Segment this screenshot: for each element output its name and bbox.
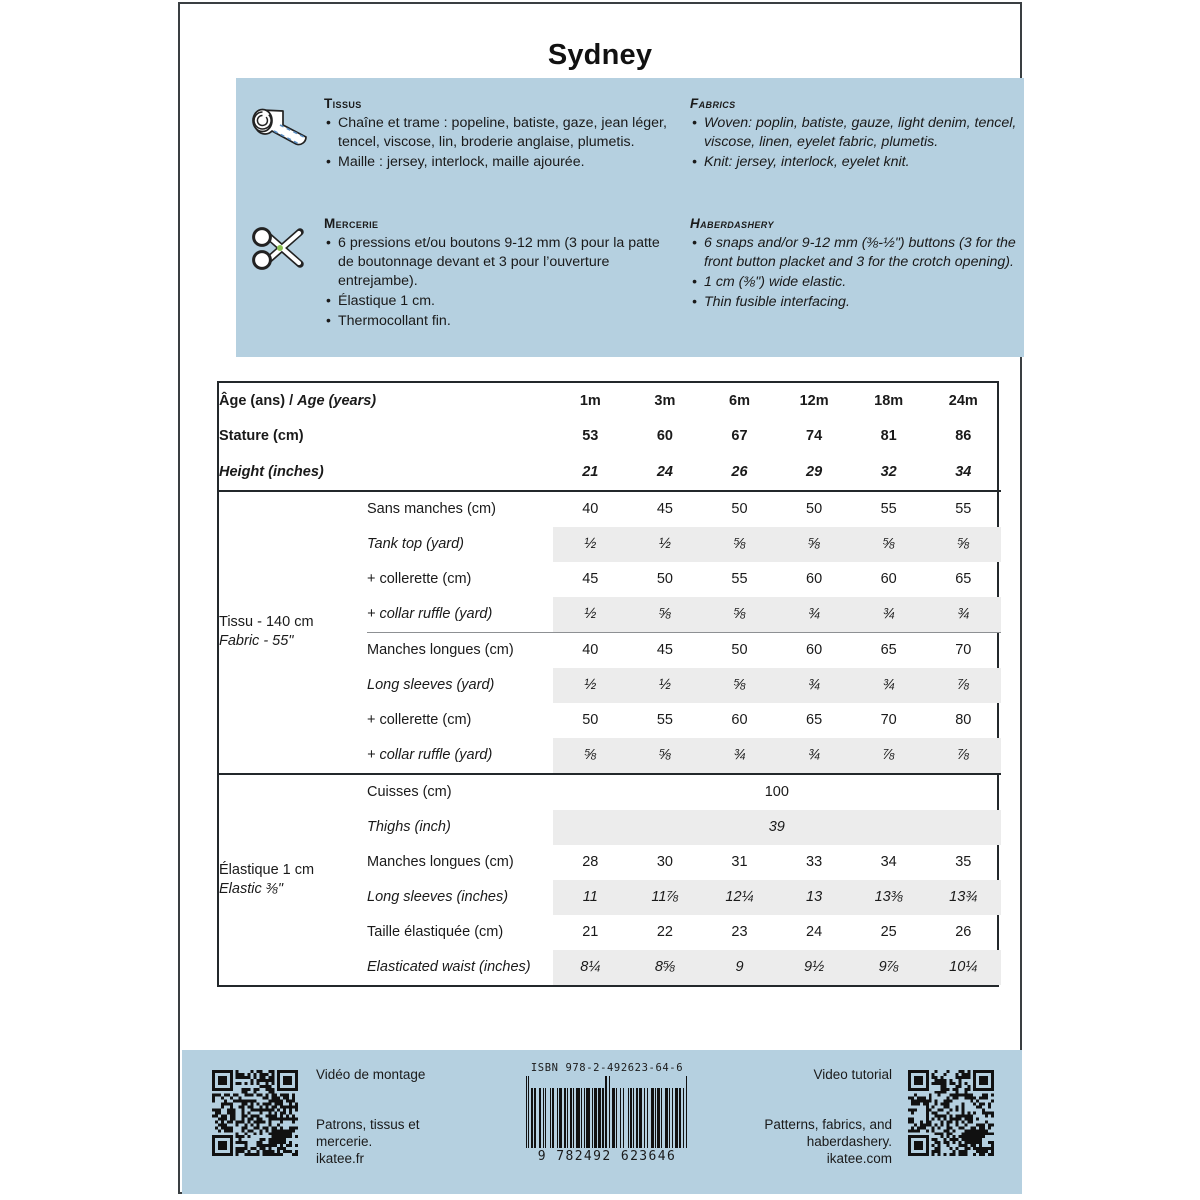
table-cell-value: 40 xyxy=(582,642,599,658)
table-cell-value: 65 xyxy=(955,571,972,587)
table-cell-value: ⅞ xyxy=(851,738,926,774)
table-header-value: 29 xyxy=(806,463,823,480)
table-row-label: Long sleeves (yard) xyxy=(367,668,553,703)
fabrics-fr-list xyxy=(324,114,672,172)
table-cell-value: ⅞ xyxy=(926,668,1001,703)
table-cell-value: ⅝ xyxy=(553,738,628,774)
table-cell-value: ¾ xyxy=(777,597,852,633)
table-section-label-fr: Tissu - 140 cm xyxy=(219,614,314,630)
table-header-value: 21 xyxy=(582,463,599,480)
table-cell-value: 26 xyxy=(955,924,972,940)
sizing-table xyxy=(217,381,999,987)
table-cell-value: 70 xyxy=(955,642,972,658)
qr-code-video-en[interactable] xyxy=(908,1070,994,1156)
shop-info-en-line2: haberdashery. xyxy=(806,1134,892,1149)
table-section-label xyxy=(219,491,367,774)
table-header-value: 12m xyxy=(799,392,829,409)
table-cell-value: 13¾ xyxy=(926,880,1001,915)
table-cell-value: ¾ xyxy=(851,668,926,703)
table-cell-value: ½ xyxy=(628,527,703,562)
notions-fr-list xyxy=(324,234,672,331)
fabrics-fr xyxy=(324,96,682,173)
table-header-value: 67 xyxy=(731,428,748,445)
table-cell-value: 11 xyxy=(553,880,628,915)
table-cell-value: 33 xyxy=(806,854,823,870)
table-header-value: 24m xyxy=(948,392,978,409)
table-cell-value: 30 xyxy=(656,854,673,870)
sizing-table-grid xyxy=(219,383,1001,985)
table-cell-value: 50 xyxy=(731,642,748,658)
table-cell-value: 70 xyxy=(880,712,897,728)
pattern-back-cover xyxy=(178,2,1022,1194)
scissors-icon xyxy=(236,216,324,332)
table-cell-value: 9 xyxy=(702,950,777,985)
table-cell-value: 8⅝ xyxy=(628,950,703,985)
table-row-label: Cuisses (cm) xyxy=(367,774,553,810)
table-header-value: 18m xyxy=(874,392,904,409)
barcode-bars xyxy=(522,1076,692,1148)
table-header-value: 6m xyxy=(729,392,750,409)
table-row-label: Taille élastiquée (cm) xyxy=(367,924,504,940)
list-item: • 1 cm (⅜") wide elastic. xyxy=(690,273,1038,292)
table-cell-value: 11⅞ xyxy=(628,880,703,915)
table-row-label: Sans manches (cm) xyxy=(367,491,553,527)
table-cell-value: ¾ xyxy=(777,668,852,703)
table-row-label: Thighs (inch) xyxy=(367,810,553,845)
table-cell-value: ⅝ xyxy=(702,668,777,703)
notions-en xyxy=(682,216,1038,332)
table-cell-value: 60 xyxy=(806,642,823,658)
table-cell-value: 10¼ xyxy=(926,950,1001,985)
table-cell-value: ⅝ xyxy=(628,738,703,774)
table-row xyxy=(219,774,1001,810)
table-section-label xyxy=(219,774,367,985)
table-cell-value: 50 xyxy=(702,491,777,527)
table-row xyxy=(219,491,1001,527)
table-row-label: + collar ruffle (yard) xyxy=(367,597,553,633)
table-cell-value: 9⅞ xyxy=(851,950,926,985)
table-cell-value: ½ xyxy=(553,597,628,633)
table-cell-value: 80 xyxy=(955,712,972,728)
fabric-roll-icon xyxy=(236,96,324,173)
table-cell-value: ⅝ xyxy=(702,597,777,633)
table-cell-value: 50 xyxy=(777,491,852,527)
table-header-label-en: Height (inches) xyxy=(219,463,324,480)
table-cell-value: 60 xyxy=(731,712,748,728)
table-cell-value: ¾ xyxy=(926,597,1001,633)
list-item: • 6 snaps and/or 9-12 mm (⅜-½") buttons (3 for the front button placket and 3 for the crotch opening). xyxy=(690,234,1038,272)
table-header-value: 26 xyxy=(731,463,748,480)
list-item: • Woven: poplin, batiste, gauze, light denim, tencel, viscose, linen, eyelet fabric, plumetis. xyxy=(690,114,1038,152)
fabrics-row xyxy=(236,96,1024,173)
table-cell-value: 65 xyxy=(880,642,897,658)
table-cell-value: ¾ xyxy=(851,597,926,633)
table-cell-value: ⅝ xyxy=(777,527,852,562)
fabrics-en-list xyxy=(690,114,1038,172)
notions-row xyxy=(236,216,1024,332)
table-header-row xyxy=(219,383,1001,419)
table-cell-value: 13 xyxy=(777,880,852,915)
notions-en-heading: Haberdashery xyxy=(690,216,774,231)
isbn-barcode xyxy=(522,1062,692,1164)
table-cell-value: 60 xyxy=(880,571,897,587)
table-row-label: + collerette (cm) xyxy=(367,712,472,728)
table-section-label-en: Fabric - 55" xyxy=(219,633,294,649)
isbn-number: ISBN 978-2-492623-64-6 xyxy=(530,1062,684,1074)
table-header-value: 32 xyxy=(880,463,897,480)
shop-info-fr-line1: Patrons, tissus et xyxy=(316,1117,420,1132)
table-row-label: + collerette (cm) xyxy=(367,571,472,587)
table-cell-value: ½ xyxy=(553,668,628,703)
website-link-fr[interactable]: ikatee.fr xyxy=(316,1151,365,1166)
table-cell-value: ⅝ xyxy=(628,597,703,633)
table-cell-value: 45 xyxy=(628,491,703,527)
table-cell-value: 65 xyxy=(806,712,823,728)
list-item: • Thin fusible interfacing. xyxy=(690,293,1038,312)
table-cell-value: 12¼ xyxy=(702,880,777,915)
shop-info-fr-line2: mercerie. xyxy=(316,1134,373,1149)
fabrics-en-heading: Fabrics xyxy=(690,96,736,111)
table-header-label xyxy=(219,454,553,491)
table-cell-value: 31 xyxy=(731,854,748,870)
table-cell-value: 25 xyxy=(880,924,897,940)
table-header-value: 81 xyxy=(880,428,897,445)
list-item: • Chaîne et trame : popeline, batiste, gaze, jean léger, tencel, viscose, lin, broderie anglaise, plumetis. xyxy=(324,114,672,152)
table-cell-value: 39 xyxy=(553,810,1001,845)
table-row-label: Manches longues (cm) xyxy=(367,854,514,870)
list-item: • 6 pressions et/ou boutons 9-12 mm (3 pour la patte de boutonnage devant et 3 pour l’ouverture entrejambe). xyxy=(324,234,672,291)
table-row-label: Elasticated waist (inches) xyxy=(367,950,553,985)
shop-info-fr xyxy=(316,1116,420,1167)
table-row-label: + collar ruffle (yard) xyxy=(367,738,553,774)
table-cell-value: ⅝ xyxy=(702,527,777,562)
table-header-label: Âge (ans) / Age (years) xyxy=(219,392,377,409)
table-header-value: 86 xyxy=(955,428,972,445)
list-item: • Knit: jersey, interlock, eyelet knit. xyxy=(690,153,1038,172)
shop-info-en-line1: Patterns, fabrics, and xyxy=(764,1117,892,1132)
table-header-label-en: Age (years) xyxy=(297,392,377,409)
table-cell-value: 40 xyxy=(553,491,628,527)
table-cell-value: ⅞ xyxy=(926,738,1001,774)
video-tutorial-label-en: Video tutorial xyxy=(813,1067,892,1082)
table-cell-value: ⅝ xyxy=(851,527,926,562)
materials-info-band xyxy=(236,78,1024,357)
table-cell-value: 55 xyxy=(926,491,1001,527)
notions-fr-heading: Mercerie xyxy=(324,216,379,231)
table-cell-value: 9½ xyxy=(777,950,852,985)
table-cell-value: 21 xyxy=(582,924,599,940)
website-link-en[interactable]: ikatee.com xyxy=(826,1151,892,1166)
table-section-label-en: Elastic ⅜" xyxy=(219,880,283,897)
table-header-value: 53 xyxy=(582,428,599,445)
table-cell-value: ½ xyxy=(628,668,703,703)
table-header-value: 34 xyxy=(955,463,972,480)
table-cell-value: 13⅜ xyxy=(851,880,926,915)
table-cell-value: 23 xyxy=(731,924,748,940)
table-cell-value: 24 xyxy=(806,924,823,940)
table-header-value: 60 xyxy=(656,428,673,445)
table-cell-value: 55 xyxy=(851,491,926,527)
list-item: • Élastique 1 cm. xyxy=(324,292,672,311)
fabrics-en xyxy=(682,96,1038,173)
table-cell-value: 8¼ xyxy=(553,950,628,985)
list-item: • Thermocollant fin. xyxy=(324,312,672,331)
notions-fr xyxy=(324,216,682,332)
fabrics-fr-heading: Tissus xyxy=(324,96,362,111)
table-cell-value: 45 xyxy=(582,571,599,587)
table-cell-value: 55 xyxy=(656,712,673,728)
table-header-value: 74 xyxy=(806,428,823,445)
qr-code-video-fr[interactable] xyxy=(212,1070,298,1156)
table-section-label-fr: Élastique 1 cm xyxy=(219,861,315,878)
table-cell-value: 55 xyxy=(731,571,748,587)
table-header-value: 24 xyxy=(656,463,673,480)
video-tutorial-label-fr: Vidéo de montage xyxy=(316,1067,426,1082)
table-cell-value: 28 xyxy=(582,854,599,870)
notions-en-list xyxy=(690,234,1038,312)
table-header-row xyxy=(219,454,1001,491)
table-header-value: 3m xyxy=(654,392,676,409)
ean-number: 9 782492 623646 xyxy=(537,1149,677,1164)
table-cell-value: 60 xyxy=(806,571,823,587)
table-cell-value: ⅝ xyxy=(926,527,1001,562)
table-header-value: 1m xyxy=(579,392,601,409)
table-cell-value: 50 xyxy=(656,571,673,587)
table-cell-value: 100 xyxy=(553,774,1001,810)
footer-band xyxy=(182,1050,1022,1194)
table-row-label: Tank top (yard) xyxy=(367,527,553,562)
list-item: • Maille : jersey, interlock, maille ajourée. xyxy=(324,153,672,172)
shop-info-en xyxy=(764,1116,892,1167)
table-cell-value: 50 xyxy=(582,712,599,728)
table-cell-value: ½ xyxy=(553,527,628,562)
page-title: Sydney xyxy=(547,39,653,71)
table-header-label: Stature (cm) xyxy=(219,428,304,445)
table-cell-value: 45 xyxy=(656,642,673,658)
table-header-row xyxy=(219,419,1001,455)
table-cell-value: 34 xyxy=(880,854,897,870)
table-cell-value: 22 xyxy=(656,924,673,940)
table-cell-value: 35 xyxy=(955,854,972,870)
table-row-label: Long sleeves (inches) xyxy=(367,880,553,915)
table-cell-value: ¾ xyxy=(777,738,852,774)
table-row-label: Manches longues (cm) xyxy=(367,642,514,658)
table-cell-value: ¾ xyxy=(702,738,777,774)
